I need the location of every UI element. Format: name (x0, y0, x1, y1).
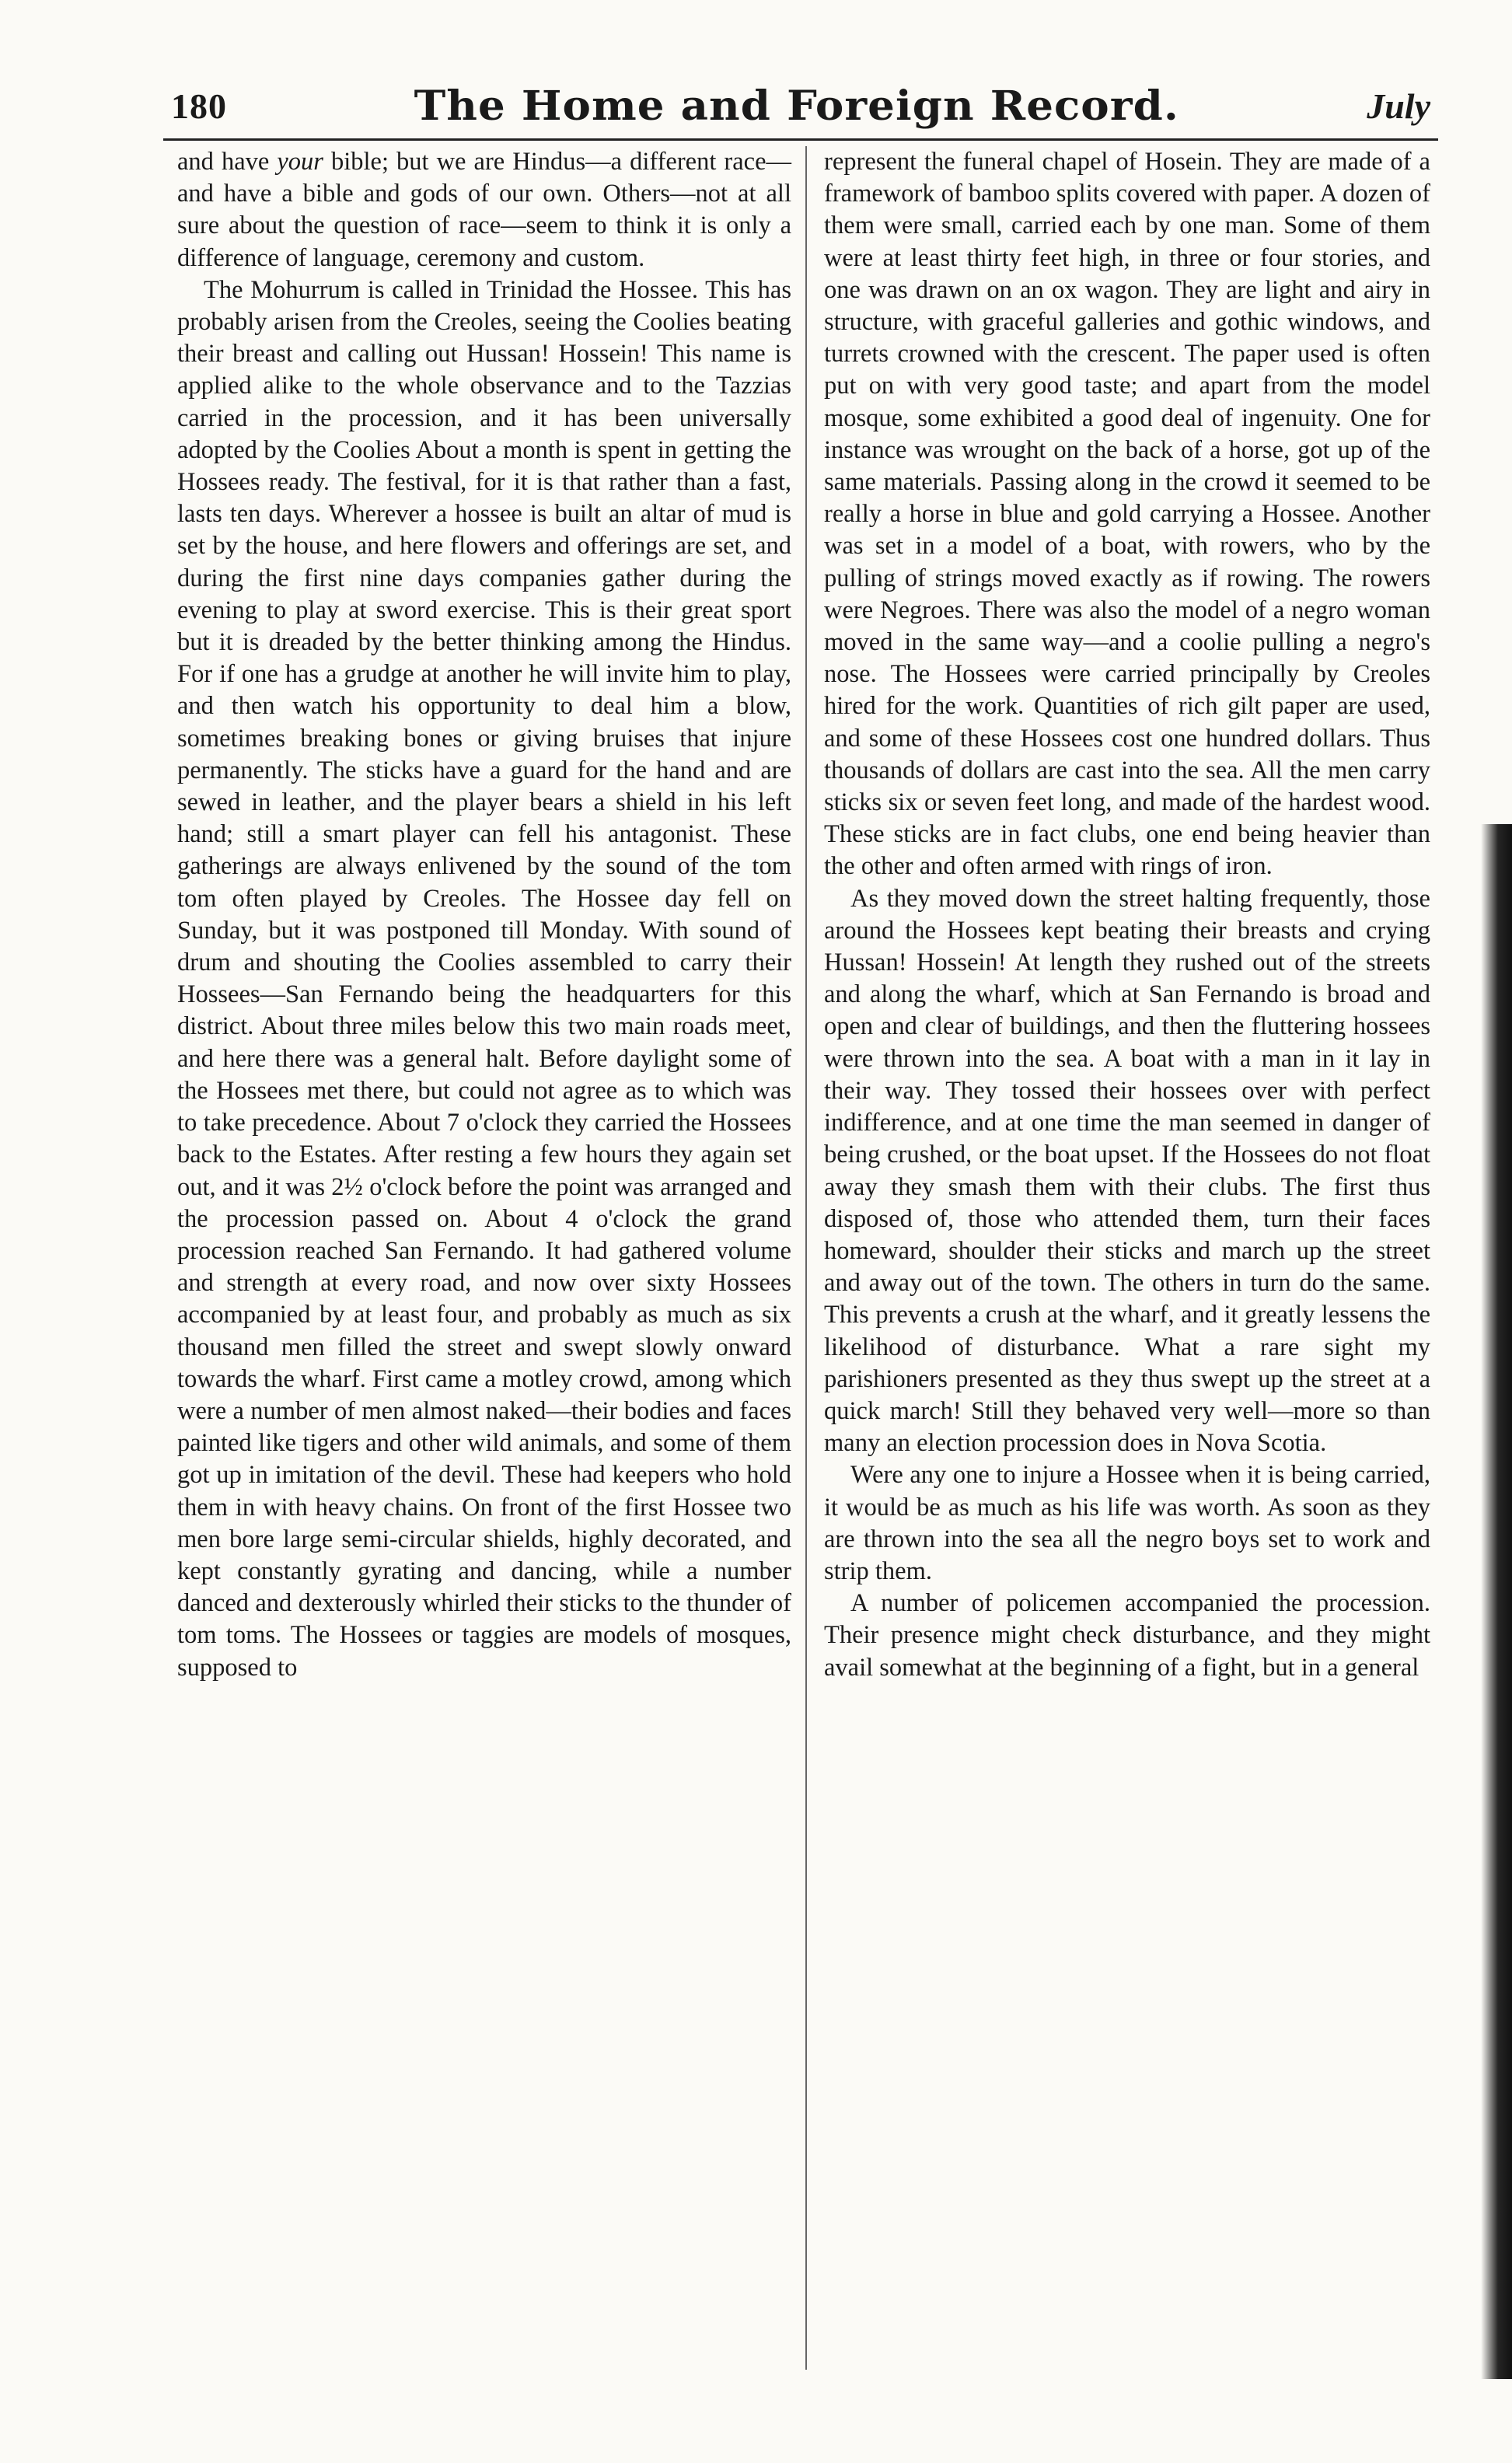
paragraph-text: bible; but we are Hindus—a different race—and have a bible and gods of our own. Others—not at all sure about the question of race—seem to think it is only a difference of language, ceremony and custom. (177, 148, 792, 272)
paragraph (177, 146, 791, 274)
left-column (177, 146, 791, 1684)
page-header (171, 75, 1430, 137)
running-title: The Home and Foreign Record. (414, 82, 1180, 130)
page-number: 180 (171, 86, 227, 126)
paragraph: A number of policemen accompanied the procession. Their presence might check disturbance, and they might avail somewhat at the beginning of a fight, but in a general (824, 1589, 1430, 1682)
paragraph: As they moved down the street halting frequently, those around the Hossees kept beating their breasts and crying Hussan! Hossein! At length they rushed out of the streets and along the wharf, which at San Fernando is broad and open and clear of buildings, and then the fluttering hossees were thrown into the sea. A boat with a man in it lay in their way. They tossed their hossees over with perfect indifference, and at one time the man seemed in danger of being crushed, or the boat upset. If the Hossees do not float away they smash them with their clubs. The first thus disposed of, those who attended them, turn their faces homeward, shoulder their sticks and march up the street and away out of the town. The others in turn do the same. This prevents a crush at the wharf, and it greatly lessens the likelihood of disturbance. What a rare sight my parishioners presented as they thus swept up the street at a quick march! Still they behaved very well—more so than many an election procession does in Nova Scotia. (824, 884, 1430, 1458)
paragraph: represent the funeral chapel of Hosein. They are made of a framework of bamboo splits covered with paper. A dozen of them were small, carried each by one man. Some of them were at least thirty feet high, in three or four stories, and one was drawn on an ox wagon. They are light and airy in structure, with graceful galleries and gothic windows, and turrets crowned with the crescent. The paper used is often put on with very good taste; and apart from the model mosque, some exhibited a good deal of ingenuity. One for instance was wrought on the back of a horse, got up of the same materials. Passing along in the crowd it seemed to be really a horse in blue and gold carrying a Hossee. Another was set in a model of a boat, with rowers, who by the pulling of strings moved exactly as if rowing. The rowers were Negroes. There was also the model of a negro woman moved in the same way—and a coolie pulling a negro's nose. The Hossees were carried principally by Creoles hired for the work. Quantities of rich gilt paper are used, and some of these Hossees cost one hundred dollars. Thus thousands of dollars are cast into the sea. All the men carry sticks six or seven feet long, and made of the hardest wood. These sticks are in fact clubs, one end being heavier than the other and often armed with rings of iron. (824, 148, 1430, 881)
column-divider (805, 146, 807, 2370)
issue-month: July (1367, 86, 1430, 126)
right-column (824, 146, 1430, 1684)
paragraph: The Mohurrum is called in Trinidad the Hossee. This has probably arisen from the Creoles, seeing the Coolies beating their breast and calling out Hussan! Hossein! This name is applied alike to the whole observance and to the Tazzias carried in the procession, and it has been universally adopted by the Coolies About a month is spent in getting the Hossees ready. The festival, for it is that rather than a fast, lasts ten days. Wherever a hossee is built an altar of mud is set by the house, and here flowers and offerings are set, and during the first nine days companies gather during the evening to play at sword exercise. This is their great sport but it is dreaded by the better thinking among the Hindus. For if one has a grudge at another he will invite him to play, and then watch his opportunity to deal him a blow, sometimes breaking bones or giving bruises that injure permanently. The sticks have a guard for the hand and are sewed in leather, and the player bears a shield in his left hand; still a smart player can fell his antagonist. These gatherings are always enlivened by the sound of the tom tom often played by Creoles. The Hossee day fell on Sunday, but it was postponed till Monday. With sound of drum and shouting the Coolies assembled to carry their Hossees—San Fernando being the headquarters for this district. About three miles below this two main roads meet, and here there was a general halt. Before daylight some of the Hossees met there, but could not agree as to which was to take precedence. About 7 o'clock they carried the Hossees back to the Estates. After resting a few hours they again set out, and it was 2½ o'clock before the point was arranged and the procession passed on. About 4 o'clock the grand procession reached San Fernando. It had gathered volume and strength at every road, and now over sixty Hossees accompanied by at least four, and probably as much as six thousand men filled the street and swept slowly onward towards the wharf. First came a motley crowd, among which were a number of men almost naked—their bodies and faces painted like tigers and other wild animals, and some of them got up in imitation of the devil. These had keepers who hold them in with heavy chains. On front of the first Hossee two men bore large semi-circular shields, highly decorated, and kept constantly gyrating and dancing, while a number danced and dexterously whirled their sticks to the thunder of tom toms. The Hossees or taggies are models of mosques, supposed to (177, 275, 791, 1682)
emphasis-word: your (277, 148, 323, 176)
page-edge-shadow (1481, 824, 1512, 2379)
paragraph-prefix: and have (177, 148, 278, 176)
header-rule (163, 138, 1438, 141)
paragraph: Were any one to injure a Hossee when it is being carried, it would be as much as his life was worth. As soon as they are thrown into the sea all the negro boys set to work and strip them. (824, 1461, 1430, 1585)
